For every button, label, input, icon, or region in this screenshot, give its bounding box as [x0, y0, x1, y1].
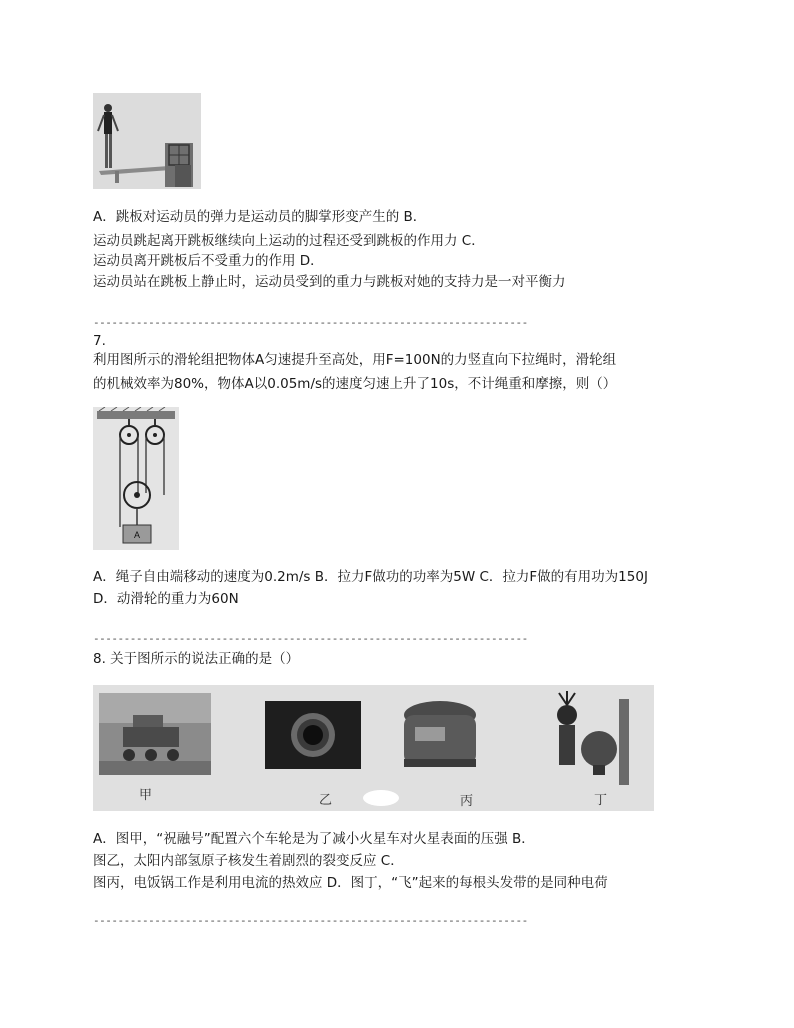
q8-separator: -----------------------------------------------------------------------: [93, 914, 528, 927]
q8-stem: 8. 关于图所示的说法正确的是（）: [93, 651, 300, 667]
pulley-figure: [93, 407, 179, 550]
caption-ding: 丁: [594, 793, 608, 808]
q8-option-c: 图丙，电饭锅工作是利用电流的热效应 D．图丁，“飞”起来的每根头发带的是同种电荷: [93, 875, 608, 891]
q8-option-a: A．图甲，“祝融号”配置六个车轮是为了减小火星车对火星表面的压强 B．: [93, 831, 535, 847]
q8-figure-strip: [93, 685, 654, 811]
q8-option-b: 图乙，太阳内部氢原子核发生着剧烈的裂变反应 C．: [93, 853, 404, 869]
q7-number: 7.: [93, 333, 106, 349]
q6-option-c: 运动员离开跳板后不受重力的作用 D．: [93, 253, 324, 269]
q6-option-a: A．跳板对运动员的弹力是运动员的脚掌形变产生的 B．: [93, 209, 427, 225]
caption-yi: 乙: [319, 793, 333, 808]
q6-separator: -----------------------------------------------------------------------: [93, 316, 528, 329]
caption-jia: 甲: [139, 788, 153, 803]
q7-stem-line2: 的机械效率为80%，物体A以0.05m/s的速度匀速上升了10s，不计绳重和摩擦，则（）: [93, 376, 617, 392]
q7-stem-line1: 利用图所示的滑轮组把物体A匀速提升至高处，用F=100N的力竖直向下拉绳时，滑轮组: [93, 352, 617, 368]
q7-options-line1: A．绳子自由端移动的速度为0.2m/s B．拉力F做功的功率为5W C．拉力F做的有用功为150J: [93, 569, 648, 585]
diving-board-figure: [93, 93, 201, 189]
q7-options-line2: D．动滑轮的重力为60N: [93, 591, 239, 607]
q7-separator: -----------------------------------------------------------------------: [93, 632, 528, 645]
caption-bing: 丙: [460, 794, 474, 809]
block-a-label: A: [133, 530, 141, 540]
q6-option-b: 运动员跳起离开跳板继续向上运动的过程还受到跳板的作用力 C．: [93, 233, 485, 249]
q6-option-d: 运动员站在跳板上静止时，运动员受到的重力与跳板对她的支持力是一对平衡力: [93, 274, 566, 290]
